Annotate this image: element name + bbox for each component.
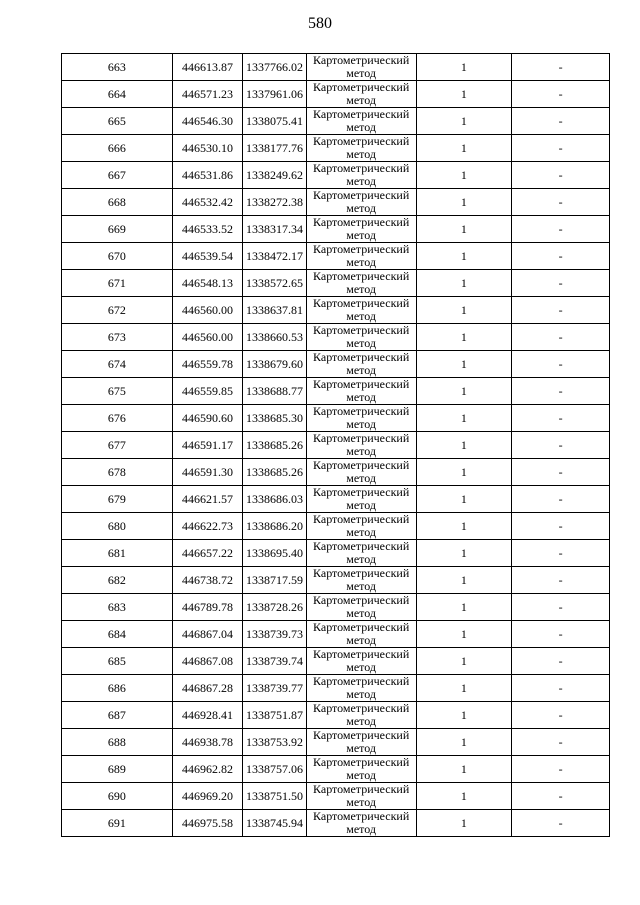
- method-text-line: метод: [346, 66, 377, 80]
- accuracy-cell: 1: [416, 243, 512, 270]
- method-text-line: метод: [346, 471, 377, 485]
- method-text-line: метод: [346, 93, 377, 107]
- x-coordinate-cell: 446938.78: [172, 729, 243, 756]
- method-text-line: Картометрический: [313, 593, 410, 607]
- accuracy-cell: 1: [416, 351, 512, 378]
- point-number-cell: 676: [62, 405, 173, 432]
- accuracy-cell: 1: [416, 81, 512, 108]
- method-text-line: метод: [346, 417, 377, 431]
- x-coordinate-cell: 446591.17: [172, 432, 243, 459]
- extra-cell: -: [512, 621, 610, 648]
- extra-cell: -: [512, 783, 610, 810]
- method-text-line: Картометрический: [313, 647, 410, 661]
- method-cell: [306, 405, 416, 432]
- y-coordinate-cell: 1338685.26: [243, 432, 306, 459]
- point-number-cell: 689: [62, 756, 173, 783]
- x-coordinate-cell: 446962.82: [172, 756, 243, 783]
- x-coordinate-cell: 446867.28: [172, 675, 243, 702]
- y-coordinate-cell: 1338075.41: [243, 108, 306, 135]
- y-coordinate-cell: 1338695.40: [243, 540, 306, 567]
- y-coordinate-cell: 1338177.76: [243, 135, 306, 162]
- method-text-line: метод: [346, 768, 377, 782]
- method-text-line: метод: [346, 822, 377, 836]
- extra-cell: -: [512, 243, 610, 270]
- accuracy-cell: 1: [416, 540, 512, 567]
- method-text-line: метод: [346, 606, 377, 620]
- point-number-cell: 688: [62, 729, 173, 756]
- method-text-line: метод: [346, 660, 377, 674]
- table-row: [62, 54, 610, 81]
- method-text-line: Картометрический: [313, 188, 410, 202]
- method-text-line: Картометрический: [313, 782, 410, 796]
- method-cell: [306, 243, 416, 270]
- method-text-line: Картометрический: [313, 512, 410, 526]
- table-row: [62, 594, 610, 621]
- method-text-line: метод: [346, 741, 377, 755]
- method-cell: [306, 675, 416, 702]
- method-text-line: Картометрический: [313, 458, 410, 472]
- y-coordinate-cell: 1338317.34: [243, 216, 306, 243]
- table-row: [62, 648, 610, 675]
- y-coordinate-cell: 1338637.81: [243, 297, 306, 324]
- extra-cell: -: [512, 351, 610, 378]
- method-text-line: метод: [346, 498, 377, 512]
- table-row: [62, 621, 610, 648]
- table-row: [62, 810, 610, 837]
- point-number-cell: 681: [62, 540, 173, 567]
- x-coordinate-cell: 446867.04: [172, 621, 243, 648]
- y-coordinate-cell: 1338745.94: [243, 810, 306, 837]
- table-row: [62, 243, 610, 270]
- point-number-cell: 686: [62, 675, 173, 702]
- y-coordinate-cell: 1338739.77: [243, 675, 306, 702]
- point-number-cell: 691: [62, 810, 173, 837]
- method-text-line: Картометрический: [313, 269, 410, 283]
- point-number-cell: 687: [62, 702, 173, 729]
- method-cell: [306, 378, 416, 405]
- accuracy-cell: 1: [416, 405, 512, 432]
- method-cell: [306, 567, 416, 594]
- method-text-line: Картометрический: [313, 107, 410, 121]
- y-coordinate-cell: 1338685.30: [243, 405, 306, 432]
- x-coordinate-cell: 446590.60: [172, 405, 243, 432]
- y-coordinate-cell: 1338249.62: [243, 162, 306, 189]
- y-coordinate-cell: 1338751.87: [243, 702, 306, 729]
- extra-cell: -: [512, 540, 610, 567]
- method-cell: [306, 594, 416, 621]
- accuracy-cell: 1: [416, 783, 512, 810]
- method-text-line: Картометрический: [313, 53, 410, 67]
- x-coordinate-cell: 446559.85: [172, 378, 243, 405]
- x-coordinate-cell: 446571.23: [172, 81, 243, 108]
- method-cell: [306, 648, 416, 675]
- y-coordinate-cell: 1338751.50: [243, 783, 306, 810]
- accuracy-cell: 1: [416, 162, 512, 189]
- method-cell: [306, 432, 416, 459]
- extra-cell: -: [512, 432, 610, 459]
- method-text-line: Картометрический: [313, 215, 410, 229]
- table-row: [62, 756, 610, 783]
- x-coordinate-cell: 446621.57: [172, 486, 243, 513]
- x-coordinate-cell: 446928.41: [172, 702, 243, 729]
- method-text-line: метод: [346, 363, 377, 377]
- method-text-line: Картометрический: [313, 161, 410, 175]
- method-cell: [306, 351, 416, 378]
- point-number-cell: 665: [62, 108, 173, 135]
- method-cell: [306, 162, 416, 189]
- method-cell: [306, 486, 416, 513]
- method-text-line: Картометрический: [313, 566, 410, 580]
- accuracy-cell: 1: [416, 432, 512, 459]
- method-cell: [306, 729, 416, 756]
- method-text-line: метод: [346, 120, 377, 134]
- table-row: [62, 405, 610, 432]
- point-number-cell: 674: [62, 351, 173, 378]
- y-coordinate-cell: 1338753.92: [243, 729, 306, 756]
- table-row: [62, 216, 610, 243]
- method-cell: [306, 702, 416, 729]
- x-coordinate-cell: 446560.00: [172, 297, 243, 324]
- table-row: [62, 540, 610, 567]
- method-text-line: метод: [346, 795, 377, 809]
- method-text-line: Картометрический: [313, 296, 410, 310]
- method-text-line: Картометрический: [313, 242, 410, 256]
- coordinates-table-body: [62, 54, 610, 837]
- method-text-line: метод: [346, 228, 377, 242]
- y-coordinate-cell: 1338757.06: [243, 756, 306, 783]
- table-row: [62, 135, 610, 162]
- extra-cell: -: [512, 810, 610, 837]
- point-number-cell: 690: [62, 783, 173, 810]
- x-coordinate-cell: 446738.72: [172, 567, 243, 594]
- point-number-cell: 680: [62, 513, 173, 540]
- y-coordinate-cell: 1338660.53: [243, 324, 306, 351]
- y-coordinate-cell: 1338739.74: [243, 648, 306, 675]
- method-text-line: Картометрический: [313, 80, 410, 94]
- table-row: [62, 270, 610, 297]
- table-row: [62, 513, 610, 540]
- x-coordinate-cell: 446613.87: [172, 54, 243, 81]
- y-coordinate-cell: 1338685.26: [243, 459, 306, 486]
- accuracy-cell: 1: [416, 810, 512, 837]
- method-text-line: Картометрический: [313, 809, 410, 823]
- x-coordinate-cell: 446622.73: [172, 513, 243, 540]
- accuracy-cell: 1: [416, 648, 512, 675]
- method-text-line: метод: [346, 525, 377, 539]
- table-row: [62, 675, 610, 702]
- y-coordinate-cell: 1338739.73: [243, 621, 306, 648]
- method-cell: [306, 459, 416, 486]
- method-text-line: метод: [346, 633, 377, 647]
- point-number-cell: 685: [62, 648, 173, 675]
- page-number: 580: [308, 15, 332, 32]
- method-text-line: метод: [346, 255, 377, 269]
- y-coordinate-cell: 1338572.65: [243, 270, 306, 297]
- extra-cell: -: [512, 648, 610, 675]
- coordinates-table: [61, 53, 610, 837]
- x-coordinate-cell: 446975.58: [172, 810, 243, 837]
- method-text-line: Картометрический: [313, 701, 410, 715]
- extra-cell: -: [512, 216, 610, 243]
- accuracy-cell: 1: [416, 513, 512, 540]
- method-text-line: метод: [346, 579, 377, 593]
- method-cell: [306, 513, 416, 540]
- y-coordinate-cell: 1338688.77: [243, 378, 306, 405]
- method-text-line: Картометрический: [313, 485, 410, 499]
- extra-cell: -: [512, 756, 610, 783]
- method-cell: [306, 81, 416, 108]
- accuracy-cell: 1: [416, 621, 512, 648]
- table-row: [62, 81, 610, 108]
- extra-cell: -: [512, 135, 610, 162]
- extra-cell: -: [512, 729, 610, 756]
- point-number-cell: 682: [62, 567, 173, 594]
- y-coordinate-cell: 1338728.26: [243, 594, 306, 621]
- point-number-cell: 663: [62, 54, 173, 81]
- method-cell: [306, 756, 416, 783]
- accuracy-cell: 1: [416, 594, 512, 621]
- y-coordinate-cell: 1338717.59: [243, 567, 306, 594]
- method-cell: [306, 621, 416, 648]
- table-row: [62, 297, 610, 324]
- table-row: [62, 459, 610, 486]
- method-text-line: Картометрический: [313, 620, 410, 634]
- y-coordinate-cell: 1338472.17: [243, 243, 306, 270]
- method-cell: [306, 108, 416, 135]
- method-text-line: Картометрический: [313, 674, 410, 688]
- y-coordinate-cell: 1338679.60: [243, 351, 306, 378]
- table-row: [62, 324, 610, 351]
- table-row: [62, 162, 610, 189]
- method-cell: [306, 135, 416, 162]
- x-coordinate-cell: 446969.20: [172, 783, 243, 810]
- point-number-cell: 671: [62, 270, 173, 297]
- method-cell: [306, 783, 416, 810]
- accuracy-cell: 1: [416, 135, 512, 162]
- extra-cell: -: [512, 378, 610, 405]
- point-number-cell: 666: [62, 135, 173, 162]
- point-number-cell: 684: [62, 621, 173, 648]
- method-text-line: Картометрический: [313, 539, 410, 553]
- method-text-line: Картометрический: [313, 755, 410, 769]
- method-text-line: метод: [346, 282, 377, 296]
- x-coordinate-cell: 446657.22: [172, 540, 243, 567]
- table-row: [62, 783, 610, 810]
- y-coordinate-cell: 1338272.38: [243, 189, 306, 216]
- extra-cell: -: [512, 108, 610, 135]
- point-number-cell: 664: [62, 81, 173, 108]
- accuracy-cell: 1: [416, 108, 512, 135]
- extra-cell: -: [512, 54, 610, 81]
- table-row: [62, 351, 610, 378]
- x-coordinate-cell: 446867.08: [172, 648, 243, 675]
- extra-cell: -: [512, 459, 610, 486]
- method-text-line: Картометрический: [313, 728, 410, 742]
- method-cell: [306, 189, 416, 216]
- method-text-line: метод: [346, 687, 377, 701]
- x-coordinate-cell: 446548.13: [172, 270, 243, 297]
- extra-cell: -: [512, 675, 610, 702]
- table-row: [62, 189, 610, 216]
- method-cell: [306, 216, 416, 243]
- point-number-cell: 669: [62, 216, 173, 243]
- accuracy-cell: 1: [416, 756, 512, 783]
- point-number-cell: 678: [62, 459, 173, 486]
- point-number-cell: 683: [62, 594, 173, 621]
- accuracy-cell: 1: [416, 189, 512, 216]
- accuracy-cell: 1: [416, 216, 512, 243]
- x-coordinate-cell: 446789.78: [172, 594, 243, 621]
- table-row: [62, 432, 610, 459]
- method-cell: [306, 810, 416, 837]
- accuracy-cell: 1: [416, 270, 512, 297]
- method-text-line: метод: [346, 714, 377, 728]
- point-number-cell: 673: [62, 324, 173, 351]
- table-row: [62, 378, 610, 405]
- y-coordinate-cell: 1337961.06: [243, 81, 306, 108]
- method-text-line: Картометрический: [313, 323, 410, 337]
- table-row: [62, 729, 610, 756]
- method-text-line: метод: [346, 201, 377, 215]
- x-coordinate-cell: 446539.54: [172, 243, 243, 270]
- table-row: [62, 108, 610, 135]
- x-coordinate-cell: 446532.42: [172, 189, 243, 216]
- x-coordinate-cell: 446546.30: [172, 108, 243, 135]
- extra-cell: -: [512, 486, 610, 513]
- accuracy-cell: 1: [416, 459, 512, 486]
- point-number-cell: 668: [62, 189, 173, 216]
- method-text-line: метод: [346, 390, 377, 404]
- accuracy-cell: 1: [416, 297, 512, 324]
- point-number-cell: 677: [62, 432, 173, 459]
- point-number-cell: 679: [62, 486, 173, 513]
- y-coordinate-cell: 1337766.02: [243, 54, 306, 81]
- method-text-line: Картометрический: [313, 377, 410, 391]
- point-number-cell: 675: [62, 378, 173, 405]
- method-text-line: метод: [346, 147, 377, 161]
- x-coordinate-cell: 446560.00: [172, 324, 243, 351]
- method-text-line: метод: [346, 552, 377, 566]
- extra-cell: -: [512, 270, 610, 297]
- method-text-line: Картометрический: [313, 350, 410, 364]
- method-text-line: Картометрический: [313, 134, 410, 148]
- accuracy-cell: 1: [416, 675, 512, 702]
- x-coordinate-cell: 446531.86: [172, 162, 243, 189]
- x-coordinate-cell: 446533.52: [172, 216, 243, 243]
- method-text-line: метод: [346, 444, 377, 458]
- y-coordinate-cell: 1338686.20: [243, 513, 306, 540]
- table-row: [62, 702, 610, 729]
- method-text-line: Картометрический: [313, 431, 410, 445]
- extra-cell: -: [512, 702, 610, 729]
- accuracy-cell: 1: [416, 324, 512, 351]
- method-cell: [306, 54, 416, 81]
- extra-cell: -: [512, 405, 610, 432]
- point-number-cell: 672: [62, 297, 173, 324]
- x-coordinate-cell: 446591.30: [172, 459, 243, 486]
- method-text-line: метод: [346, 336, 377, 350]
- method-cell: [306, 324, 416, 351]
- method-text-line: метод: [346, 309, 377, 323]
- x-coordinate-cell: 446559.78: [172, 351, 243, 378]
- table-row: [62, 567, 610, 594]
- method-cell: [306, 297, 416, 324]
- accuracy-cell: 1: [416, 486, 512, 513]
- extra-cell: -: [512, 513, 610, 540]
- accuracy-cell: 1: [416, 567, 512, 594]
- extra-cell: -: [512, 567, 610, 594]
- accuracy-cell: 1: [416, 378, 512, 405]
- accuracy-cell: 1: [416, 702, 512, 729]
- extra-cell: -: [512, 324, 610, 351]
- method-text-line: Картометрический: [313, 404, 410, 418]
- x-coordinate-cell: 446530.10: [172, 135, 243, 162]
- accuracy-cell: 1: [416, 729, 512, 756]
- extra-cell: -: [512, 81, 610, 108]
- y-coordinate-cell: 1338686.03: [243, 486, 306, 513]
- point-number-cell: 667: [62, 162, 173, 189]
- extra-cell: -: [512, 189, 610, 216]
- accuracy-cell: 1: [416, 54, 512, 81]
- table-row: [62, 486, 610, 513]
- extra-cell: -: [512, 594, 610, 621]
- extra-cell: -: [512, 162, 610, 189]
- extra-cell: -: [512, 297, 610, 324]
- point-number-cell: 670: [62, 243, 173, 270]
- method-text-line: метод: [346, 174, 377, 188]
- method-cell: [306, 540, 416, 567]
- method-cell: [306, 270, 416, 297]
